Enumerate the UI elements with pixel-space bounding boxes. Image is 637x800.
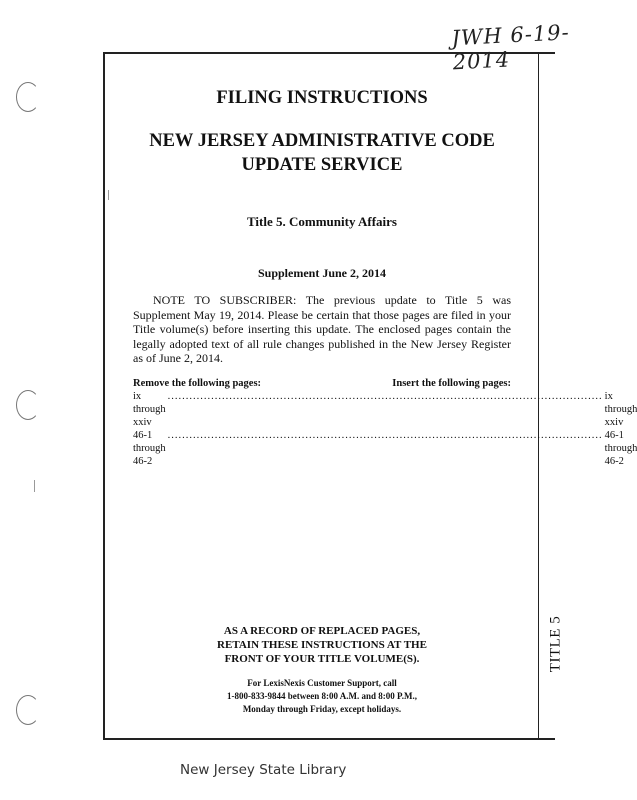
record-line-1: AS A RECORD OF REPLACED PAGES, [223, 625, 421, 637]
punch-hole-middle [16, 390, 40, 420]
record-notice [133, 624, 511, 666]
subtitle-line-2: UPDATE SERVICE [241, 155, 403, 175]
insert-pages: ix through xxiv [604, 390, 637, 428]
insert-pages: 46-1 through 46-2 [604, 429, 637, 467]
insert-header: Insert the following pages: [392, 377, 511, 389]
subscriber-note: NOTE TO SUBSCRIBER: The previous update to Title 5 was Supplement May 19, 2014. Please be certain that those pages are filed in your Title volume(s) before inserting this update. The enclosed pages contain the legally adopted text of all rule changes published in the New Jersey Register as of June 2, 2014. [133, 293, 511, 365]
punch-hole-bottom [16, 695, 40, 725]
instruction-row [133, 429, 637, 468]
dot-leader: ........................................................................................................................ [167, 390, 603, 402]
support-line-3: Monday through Friday, except holidays. [242, 704, 402, 714]
page-title: FILING INSTRUCTIONS [216, 88, 428, 108]
library-stamp: New Jersey State Library [180, 762, 347, 778]
document-content [133, 88, 637, 468]
punch-hole-top [16, 82, 40, 112]
remove-header: Remove the following pages: [133, 377, 262, 389]
dot-leader: ........................................................................................................................ [167, 429, 603, 441]
document-subtitle [133, 129, 511, 177]
remove-pages: 46-1 through 46-2 [133, 429, 166, 467]
page-instructions-table [133, 377, 637, 468]
supplement-date: Supplement June 2, 2014 [257, 266, 387, 280]
margin-mark [34, 480, 35, 492]
title-name: Title 5. Community Affairs [247, 214, 397, 229]
remove-pages: ix through xxiv [133, 390, 166, 428]
handwritten-annotation: JWH 6-19-2014 [450, 20, 571, 75]
instruction-row [133, 390, 637, 429]
record-line-3: FRONT OF YOUR TITLE VOLUME(S). [224, 653, 420, 665]
subtitle-line-1: NEW JERSEY ADMINISTRATIVE CODE [149, 131, 495, 151]
record-line-2: RETAIN THESE INSTRUCTIONS AT THE [217, 639, 427, 651]
support-line-2: 1-800-833-9844 between 8:00 A.M. and 8:00 P.M., [227, 691, 417, 701]
support-line-1: For LexisNexis Customer Support, call [247, 678, 397, 688]
customer-support [133, 677, 511, 716]
side-tab-label: TITLE 5 [547, 615, 564, 673]
instructions-header [133, 377, 511, 390]
